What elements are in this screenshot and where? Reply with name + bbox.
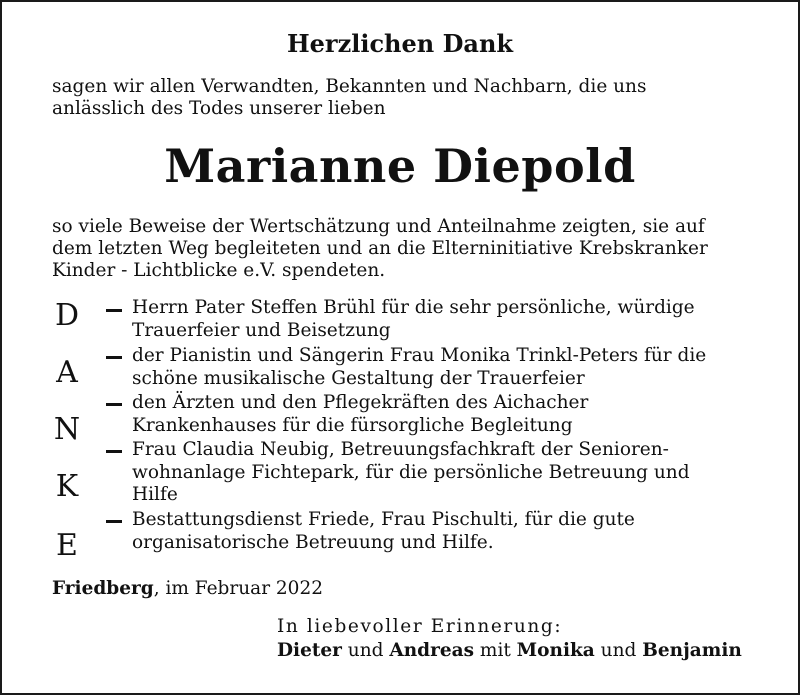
danke-letter: A <box>56 355 78 390</box>
item-line: Herrn Pater Steffen Brühl für die sehr persönliche, würdige <box>132 297 695 318</box>
body-line: dem letzten Weg begleiteten und an die Elterninitiative Krebskranker <box>52 238 708 259</box>
connector: mit <box>474 640 517 661</box>
place-date <box>52 578 323 600</box>
dash-bullet <box>106 403 122 406</box>
danke-letter: D <box>54 298 80 333</box>
item-line: schöne musikalische Gestaltung der Trauerfeier <box>132 367 585 389</box>
danke-letter: N <box>53 412 81 447</box>
connector: und <box>341 640 390 661</box>
thanks-item <box>132 297 772 342</box>
thanks-item <box>132 345 772 390</box>
signer-name: Andreas <box>389 640 475 661</box>
body-line: so viele Beweise der Wertschätzung und Anteilnahme zeigten, sie auf <box>52 216 705 237</box>
danke-letter: K <box>55 469 79 504</box>
intro-line: anlässlich des Todes unserer lieben <box>52 98 386 119</box>
item-line: Trauerfeier und Beisetzung <box>132 319 391 341</box>
dash-bullet <box>106 309 122 312</box>
thanks-item <box>132 509 772 554</box>
thanks-item <box>132 392 772 437</box>
date-text: , im Februar 2022 <box>153 578 323 599</box>
notice-title: Herzlichen Dank <box>286 29 514 58</box>
dash-bullet <box>106 356 122 359</box>
signer-name: Dieter <box>277 640 342 661</box>
item-line: Frau Claudia Neubig, Betreuungsfachkraft der Senioren- <box>132 439 669 460</box>
remembrance-line: In liebevoller Erinnerung: <box>277 616 563 637</box>
body-text <box>52 216 762 282</box>
deceased-name: Marianne Diepold <box>164 139 636 193</box>
body-line: Kinder - Lichtblicke e.V. spendeten. <box>52 260 386 281</box>
item-line: den Ärzten und den Pflegekräften des Aichacher <box>132 392 589 413</box>
item-line: Bestattungsdienst Friede, Frau Pischulti, für die gute <box>132 509 635 530</box>
dash-bullet <box>106 520 122 523</box>
place-name: Friedberg <box>52 578 154 599</box>
item-line: Krankenhauses für die fürsorgliche Begleitung <box>132 414 573 436</box>
danke-letter: E <box>56 528 78 563</box>
intro-line: sagen wir allen Verwandten, Bekannten und Nachbarn, die uns <box>52 76 647 97</box>
connector: und <box>594 640 643 661</box>
item-line: der Pianistin und Sängerin Frau Monika Trinkl-Peters für die <box>132 345 707 366</box>
item-line: organisatorische Betreuung und Hilfe. <box>132 531 494 553</box>
item-line: Hilfe <box>132 484 178 505</box>
item-line: wohnanlage Fichtepark, für die persönliche Betreuung und <box>132 461 690 483</box>
signer-name: Monika <box>516 640 595 661</box>
intro-text <box>52 76 762 120</box>
thanks-item <box>132 439 772 507</box>
signers-line <box>277 640 742 662</box>
dash-bullet <box>106 450 122 453</box>
signer-name: Benjamin <box>642 640 742 661</box>
